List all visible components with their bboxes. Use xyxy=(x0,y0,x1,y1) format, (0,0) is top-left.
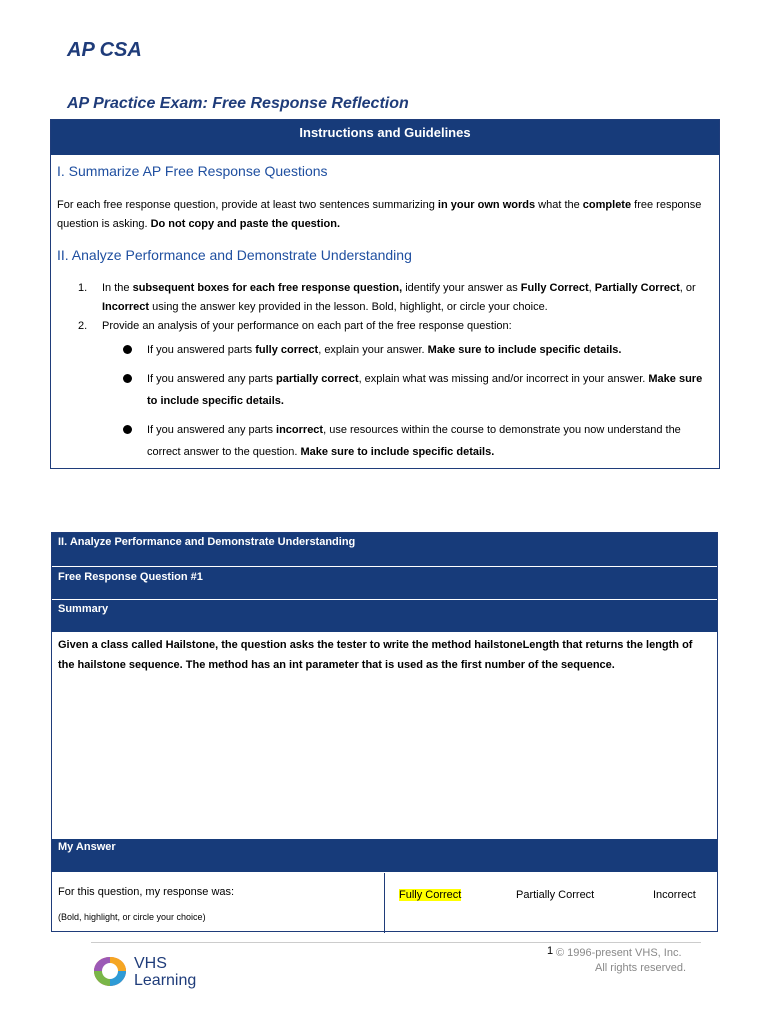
response-prompt: For this question, my response was: xyxy=(58,886,235,898)
bullet-item: If you answered parts fully correct, explain your answer. Make sure to include specific details. xyxy=(123,339,713,361)
instructions-heading: Instructions and Guidelines xyxy=(51,120,719,155)
bullet-item: If you answered any parts incorrect, use resources within the course to demonstrate you now understand the correct answer to the question. Make sure to include specific details. xyxy=(123,419,713,463)
footer-divider xyxy=(91,942,701,943)
question-label-bar: Free Response Question #1 xyxy=(52,567,717,600)
section1-paragraph: For each free response question, provide at least two sentences summarizing in your own words what the complete free response question is asking. Do not copy and paste the question. xyxy=(57,199,702,230)
response-hint: (Bold, highlight, or circle your choice) xyxy=(58,912,206,922)
logo-text: VHS Learning xyxy=(134,955,197,989)
bullet-item: If you answered any parts partially correct, explain what was missing and/or incorrect in your answer. Make sure to include specific details. xyxy=(123,368,713,412)
summary-label-bar: Summary xyxy=(52,600,717,633)
document-subtitle: AP Practice Exam: Free Response Reflection xyxy=(67,95,409,112)
bullet-dot-icon xyxy=(123,345,132,354)
my-answer-bar: My Answer xyxy=(52,839,717,873)
vhs-logo-icon xyxy=(91,955,129,989)
bullet-list xyxy=(123,339,713,470)
summary-text: Given a class called Hailstone, the question asks the tester to write the method hailstoneLength that returns the length of the hailstone sequence. The method has an int parameter that is used as the first number of the sequence. xyxy=(58,639,693,671)
option-incorrect[interactable]: Incorrect xyxy=(653,889,696,901)
numbered-list xyxy=(78,279,703,336)
response-table xyxy=(51,532,718,932)
option-fully-correct[interactable]: Fully Correct xyxy=(399,889,462,901)
copyright-line1: © 1996-present VHS, Inc. xyxy=(556,947,682,959)
section2-heading: II. Analyze Performance and Demonstrate Understanding xyxy=(57,247,412,263)
list-item: 1. In the subsequent boxes for each free response question, identify your answer as Fully Correct, Partially Correct, or Incorrect using the answer key provided in the lesson. Bold, highlight, or circle your choice. xyxy=(78,282,696,313)
document-title: AP CSA xyxy=(67,39,142,61)
response-prompt-cell xyxy=(52,873,385,933)
list-item: 2. Provide an analysis of your performance on each part of the free response question: xyxy=(78,320,512,332)
copyright-line2: All rights reserved. xyxy=(595,962,687,974)
page-number: 1 xyxy=(547,945,554,957)
section1-heading: I. Summarize AP Free Response Questions xyxy=(57,163,328,179)
instructions-box xyxy=(50,119,720,469)
bullet-dot-icon xyxy=(123,425,132,434)
bullet-dot-icon xyxy=(123,374,132,383)
section-label-bar: II. Analyze Performance and Demonstrate Understanding xyxy=(52,533,717,567)
option-partially-correct[interactable]: Partially Correct xyxy=(516,889,595,901)
